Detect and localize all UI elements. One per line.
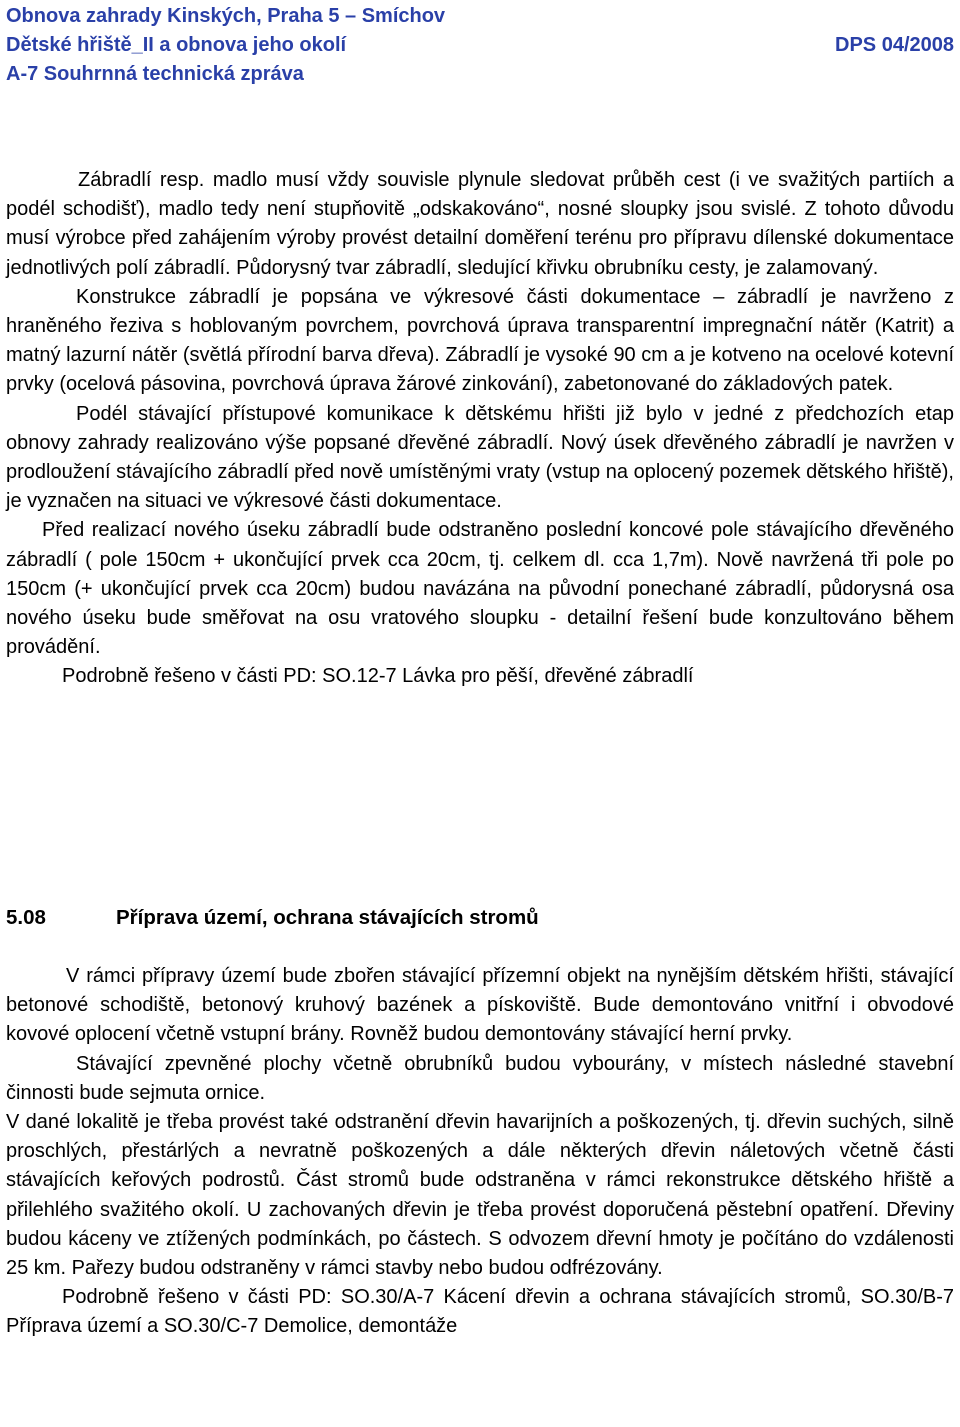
paragraph: Před realizací nového úseku zábradlí bude odstraněno poslední koncové pole stávajícího dřevěného zábradlí ( pole 150cm + ukončující prvek cca 20cm, tj. celkem dl. cca 1,7m). Nově navržená tři pole po 150cm (+ ukončující prvek cca 20cm) budou navázána na původní ponechané zábradlí, půdorysná osa nového úseku bude směřovat na osu vratového sloupku - detailní řešení bude konzultováno během provádění. [6, 519, 954, 659]
subproject-line [6, 31, 954, 60]
section-railing [6, 166, 954, 692]
paragraph: Stávající zpevněné plochy včetně obrubníků budou vybourány, v místech následné stavební činnosti bude sejmuta ornice. [6, 1052, 954, 1104]
paragraph: V rámci přípravy území bude zbořen stávající přízemní objekt na nynějším dětském hřišti, stávající betonové schodiště, betonový kruhový bazének a pískoviště. Bude demontováno vnitřní i obvodové kovové oplocení včetně vstupní brány. Rovněž budou demontovány stávající herní prvky. [6, 965, 954, 1046]
paragraph: Zábradlí resp. madlo musí vždy souvisle plynule sledovat průběh cest (i ve svažitých partiích a podél schodišť), madlo tedy není stupňovitě „odskakováno“, nosné sloupky jsou svislé. Z tohoto důvodu musí výrobce před zahájením výroby provést detailní doměření terénu pro přípravu dílenské dokumentace jednotlivých polí zábradlí. Půdorysný tvar zábradlí, sledující křivku obrubníku cesty, je zalamovaný. [6, 169, 954, 279]
reference-line: Podrobně řešeno v části PD: SO.12-7 Lávka pro pěší, dřevěné zábradlí [62, 665, 694, 688]
section-title: Příprava území, ochrana stávajících stromů [116, 906, 539, 929]
project-title: Obnova zahrady Kinských, Praha 5 – Smíchov [6, 5, 446, 27]
subproject-title: Dětské hřiště_II a obnova jeho okolí [6, 34, 347, 56]
section-site-preparation [6, 962, 954, 1342]
document-header [6, 2, 954, 89]
reference-paragraph: Podrobně řešeno v části PD: SO.30/A-7 Kácení dřevin a ochrana stávajících stromů, SO.30/B-7 Příprava území a SO.30/C-7 Demolice, demontáže [6, 1286, 954, 1338]
document-code: DPS 04/2008 [835, 34, 954, 56]
paragraph: V dané lokalitě je třeba provést také odstranění dřevin havarijních a poškozených, tj. dřevin suchých, silně proschlých, přestárlých a nevratně poškozených a dále některých dřevin náletových včetně části stávajících keřových podrostů. Část stromů bude odstraněna v rámci rekonstrukce dětského hřiště a přilehlého svažitého okolí. U zachovaných dřevin je třeba provést doporučená pěstební opatření. Dřeviny budou káceny ve ztížených podmínkách, po částech. S odvozem dřevní hmoty je počítáno do vzdálenosti 25 km. Pařezy budou odstraněny v rámci stavby nebo budou odfrézovány. [6, 1111, 954, 1280]
report-title: A-7 Souhrnná technická zpráva [6, 63, 304, 85]
paragraph: Podél stávající přístupové komunikace k dětskému hřišti již bylo v jedné z předchozích etap obnovy zahrady realizováno výše popsané dřevěné zábradlí. Nový úsek dřevěného zábradlí je navržen v prodloužení stávajícího zábradlí před nově umístěnými vraty (vstup na oplocený pozemek dětského hřiště), je vyznačen na situaci ve výkresové části dokumentace. [6, 402, 954, 513]
paragraph: Konstrukce zábradlí je popsána ve výkresové části dokumentace – zábradlí je navrženo z hraněného řeziva s hoblovaným povrchem, povrchová úprava transparentní impregnační nátěr (Katrit) a matný lazurní nátěr (světlá přírodní barva dřeva). Zábradlí je vysoké 90 cm a je kotveno na ocelové kotevní prvky (ocelová pásovina, povrchová úprava žárové zinkování), zabetonované do základových patek. [6, 285, 954, 396]
section-heading [6, 903, 539, 933]
section-number: 5.08 [6, 906, 46, 929]
